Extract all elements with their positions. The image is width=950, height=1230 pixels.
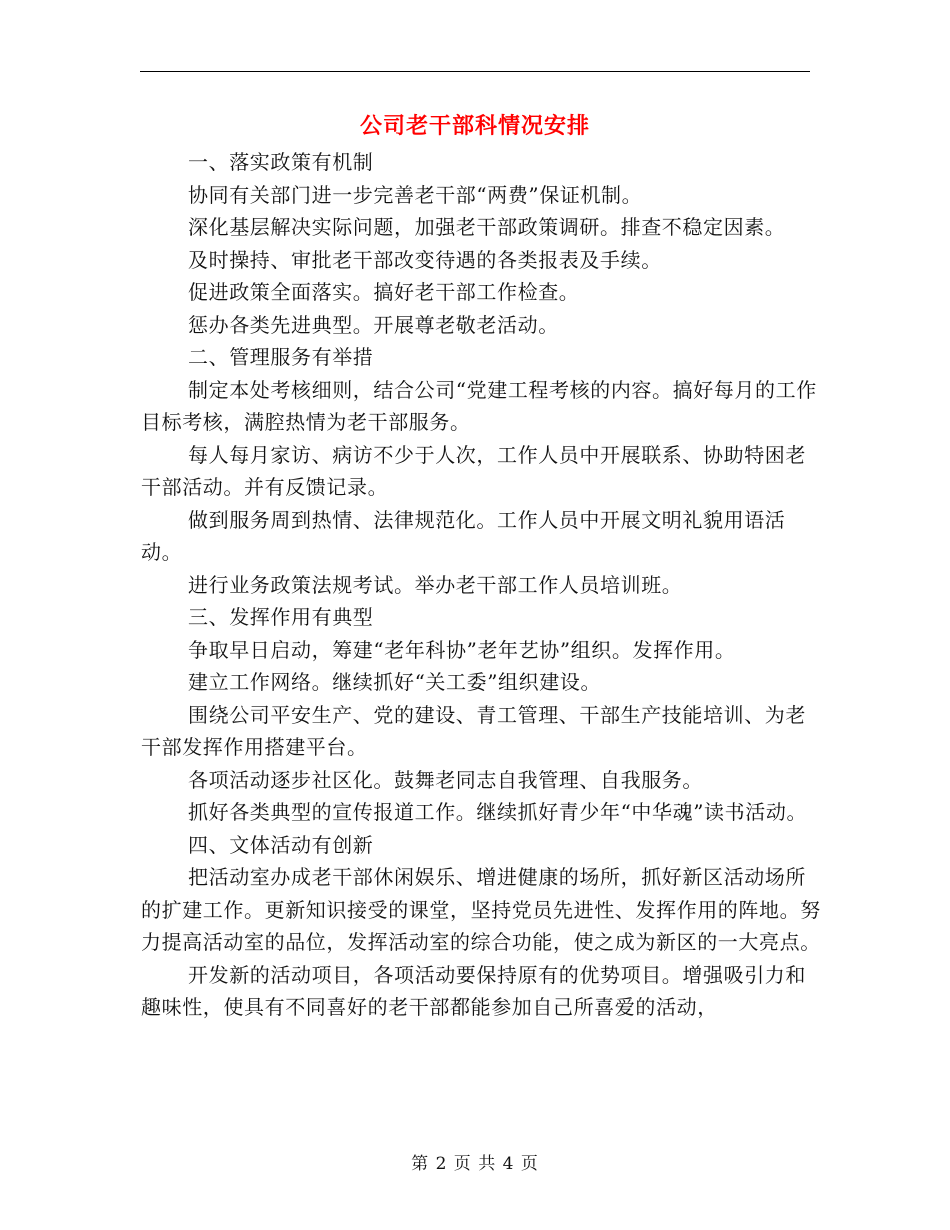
paragraph: 惩办各类先进典型。开展尊老敬老活动。 xyxy=(188,312,559,337)
paragraph: 进行业务政策法规考试。举办老干部工作人员培训班。 xyxy=(188,572,683,597)
paragraph: 深化基层解决实际问题，加强老干部政策调研。排查不稳定因素。 xyxy=(188,215,786,239)
paragraph: 及时操持、审批老干部改变待遇的各类报表及手续。 xyxy=(188,247,662,272)
section-heading: 三、发挥作用有典型 xyxy=(188,605,374,629)
section-heading: 二、管理服务有举措 xyxy=(188,345,374,369)
paragraph: 做到服务周到热情、法律规范化。工作人员中开展文明礼貌用语活动。 xyxy=(141,507,786,564)
paragraph: 建立工作网络。继续抓好“关工委”组织建设。 xyxy=(188,670,602,694)
paragraph: 抓好各类典型的宣传报道工作。继续抓好青少年“中华魂”读书活动。 xyxy=(188,800,808,824)
page-number: 第 2 页 共 4 页 xyxy=(411,1154,539,1174)
document-title: 公司老干部科情况安排 xyxy=(359,113,590,139)
paragraph: 促进政策全面落实。搞好老干部工作检查。 xyxy=(188,280,580,304)
paragraph: 开发新的活动项目，各项活动要保持原有的优势项目。增强吸引力和趣味性，使具有不同喜好的老干部都能参加自己所喜爱的活动， xyxy=(141,962,806,1019)
paragraph: 协同有关部门进一步完善老干部“两费”保证机制。 xyxy=(188,182,643,207)
header-rule xyxy=(140,71,810,72)
section-heading: 四、文体活动有创新 xyxy=(188,832,374,857)
section-heading: 一、落实政策有机制 xyxy=(188,150,374,174)
paragraph: 各项活动逐步社区化。鼓舞老同志自我管理、自我服务。 xyxy=(188,767,703,792)
paragraph: 争取早日启动，筹建“老年科协”老年艺协”组织。发挥作用。 xyxy=(188,637,736,662)
paragraph: 每人每月家访、病访不少于人次，工作人员中开展联系、协助特困老干部活动。并有反馈记录。 xyxy=(141,442,806,499)
paragraph: 制定本处考核细则，结合公司“党建工程考核的内容。搞好每月的工作目标考核，满腔热情为老干部服务。 xyxy=(141,377,817,434)
paragraph: 围绕公司平安生产、党的建设、青工管理、干部生产技能培训、为老干部发挥作用搭建平台。 xyxy=(141,702,806,759)
document-body xyxy=(141,146,821,1024)
paragraph: 把活动室办成老干部休闲娱乐、增进健康的场所，抓好新区活动场所的扩建工作。更新知识接受的课堂，坚持党员先进性、发挥作用的阵地。努力提高活动室的品位，发挥活动室的综合功能，使之成为新区的一大亮点。 xyxy=(141,865,821,954)
